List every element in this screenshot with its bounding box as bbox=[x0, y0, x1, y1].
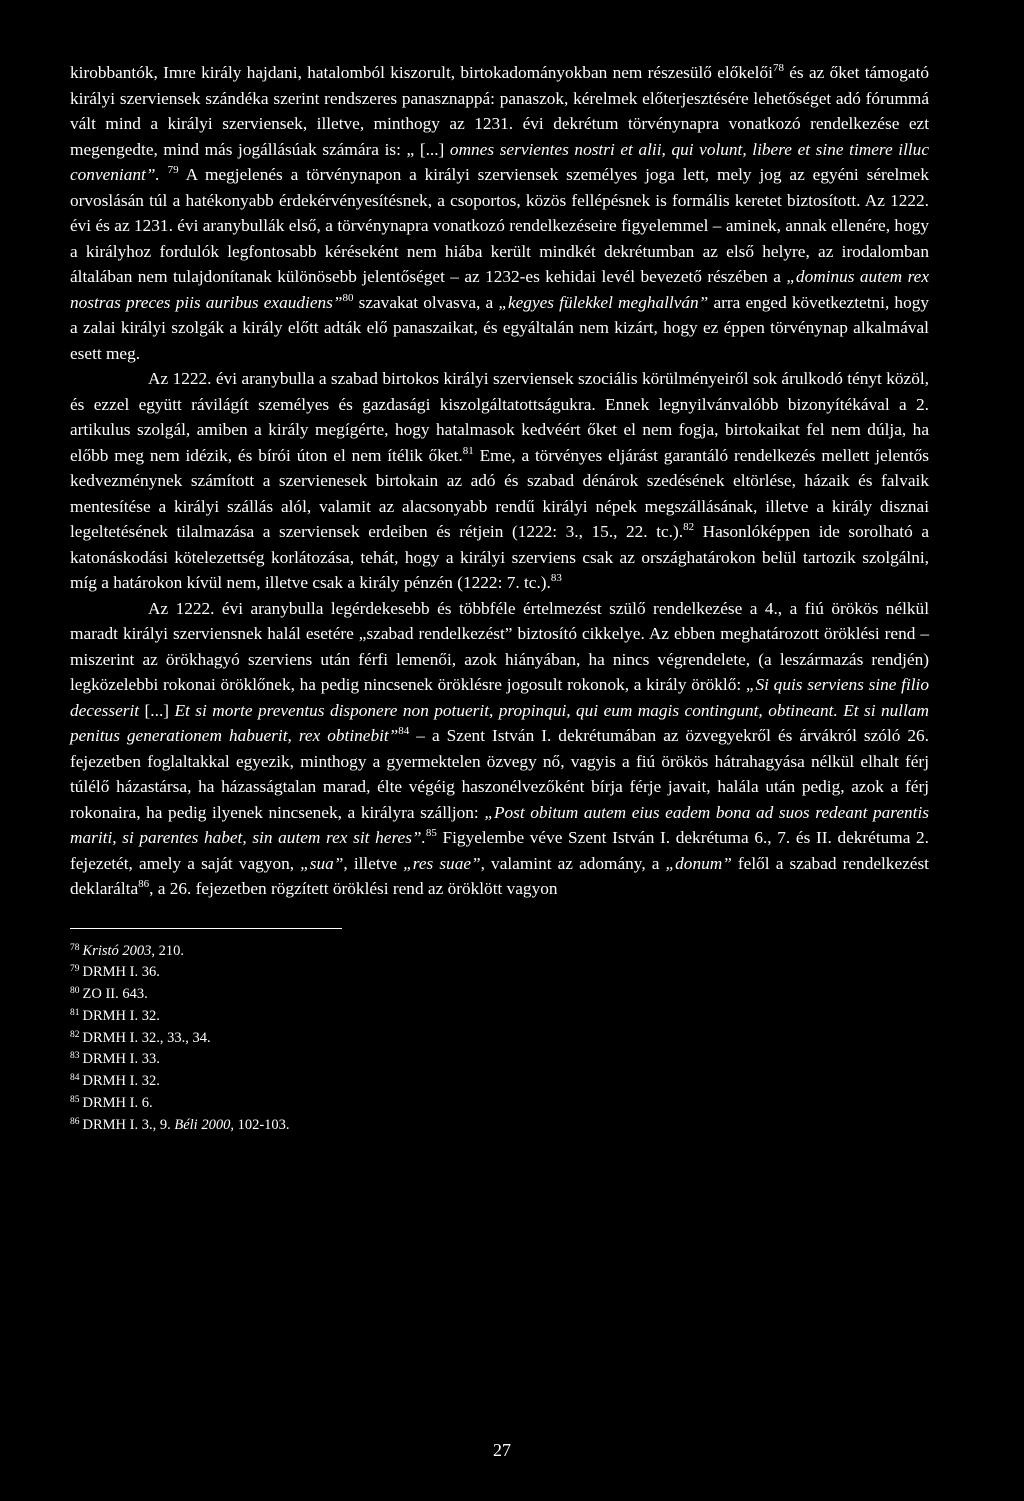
latin-term: „res suae” bbox=[403, 853, 481, 873]
footnote-82: $^{82}$ DRMH I. 32., 33., 34. bbox=[70, 1029, 211, 1046]
footnote-ref-82[interactable]: 82 bbox=[683, 521, 695, 533]
footnote-divider bbox=[70, 928, 342, 929]
body-text bbox=[70, 60, 929, 902]
page-number: 27 bbox=[493, 1440, 511, 1460]
paragraph-2: Az 1222. évi aranybulla a szabad birtokos királyi szerviensek szociális körülményeiről sok árulkodó tényt közöl, és ezzel együtt rávilágít személyes és gazdasági kiszolgáltatottságukra. Ennek legnyilvánvalóbb bizonyítékával a 2. artikulus szolgál, amiben a király megígérte, hogy hatalmasok kedvéért őket el nem fogja, birtokaikat fel nem dúlja, ha előbb meg nem idézik, és bírói úton el nem ítélik őket.$^{81}$ Eme, a törvényes eljárást garantáló rendelkezés mellett jelentős kedvezménynek számított a szervienesek birtokain az adó és szabad dénárok szedésének eltörlése, házaik és falvaik mentesítése a királyi szállás alól, valamit az alacsonyabb rendű királyi népek megszállásának, illetve a király disznai legeltetésének tilalmazása a szerviensek erdeiben és rétjein (1222: 3., 15., 22. tc.).$^{82}$ Hasonlóképpen ide sorolható a katonáskodási kötelezettség korlátozása, tehát, hogy a királyi szerviens csak az országhatárokon belül tartozik szolgálni, míg a határokon kívül nem, illetve csak a király pénzén (1222: 7. tc.).$^{83}$ bbox=[70, 369, 929, 592]
footnote-ref-80[interactable]: 80 bbox=[342, 291, 354, 304]
footnote-ref-83[interactable]: 83 bbox=[550, 572, 562, 584]
footnote-ref-86[interactable]: 86 bbox=[138, 878, 150, 890]
latin-quote: „dominus autem rex nostras preces piis auribus exaudiens” bbox=[70, 267, 929, 312]
footnote-85: $^{85}$ DRMH I. 6. bbox=[70, 1095, 153, 1112]
footnote-ref-78[interactable]: 78 bbox=[772, 62, 784, 74]
paragraph-1: kirobbantók, Imre király hajdani, hatalomból kiszorult, birtokadományokban nem részesülő előkelői$^{78}$ és az őket támogató királyi szerviensek szándéka szerint rendszeres panasznappá: panaszok, kérelmek előterjesztésére lehetőséget adó fórummá vált mind a királyi szerviensek, illetve, minthogy az 1231. évi dekrétum törvénynapra vonatkozó rendelkezése ezt megengedte, mind más jogállásúak számára is: „ [...] omnes servientes nostri et alii, qui volunt, libere et sine timere illuc conveniant”. $^{79}$ A megjelenés a törvénynapon a királyi szerviensek személyes joga lett, mely jog az egyéni sérelmek orvoslásán túl a hatékonyabb érdekérvényesítésnek, a csoportos, közös fellépésnek is formális keretet biztosított. Az 1222. évi és az 1231. évi aranybullák első, a törvénynapra vonatkozó rendelkezéseire figyelemmel – aminek, annak ellenére, hogy a királyhoz fordulók legfontosabb kéréseként nem hiába került mindkét dekrétumban az első helyre, az irodalomban általában nem tulajdonítanak különösebb jelentőséget – az 1232-es kehidai levél bevezető részében a „dominus autem rex nostras preces piis auribus exaudiens”$^{80}$ szavakat olvasva, a „kegyes fülekkel meghallván” arra enged következtetni, hogy a zalai királyi szolgák a király előtt adták elő panaszaikat, és egyáltalán nem kizárt, hogy ez éppen törvénynap alkalmával esett meg. bbox=[70, 62, 930, 363]
latin-quote: „Post obitum autem eius eadem bona ad suos redeant parentis mariti, si parentes habet, sin autem rex sit heres”. bbox=[70, 802, 930, 847]
footnote-81: $^{81}$ DRMH I. 32. bbox=[70, 1007, 160, 1024]
latin-quote: omnes servientes nostri et alii, qui volunt, libere et sine timere illuc conveniant”. bbox=[70, 139, 929, 184]
footnote-80: $^{80}$ ZO II. 643. bbox=[70, 986, 148, 1003]
footnotes bbox=[70, 941, 929, 1137]
hungarian-quote: „kegyes fülekkel meghallván” bbox=[498, 292, 709, 312]
footnote-83: $^{83}$ DRMH I. 33. bbox=[70, 1051, 160, 1068]
footnote-ref-85[interactable]: 85 bbox=[425, 827, 437, 839]
paragraph-3: Az 1222. évi aranybulla legérdekesebb és többféle értelmezést szülő rendelkezése a 4., a fiú örökös nélkül maradt királyi szerviensnek halál esetére „szabad rendelkezést” biztosító cikkelye. Az ebben meghatározott öröklési rend – miszerint az örökhagyó szerviens után férfi lemenői, azok hiányában, ha nincs végrendelete, (a leszármazás rendjén) legközelebbi rokonai öröklőnek, ha pedig nincsenek öröklésre jogosult rokonok, a király öröklő: „Si quis serviens sine filio decesserit [...] Et si morte preventus disponere non potuerit, propinqui, qui eum magis contingunt, obtineant. Et si nullam penitus generationem habuerit, rex obtinebit”$^{84}$ – a Szent István I. dekrétumában az özvegyekről és árvákról szóló 26. fejezetben foglaltakkal egyezik, minthogy a gyermektelen özvegy nő, vagyis a fiú örökös hátrahagyása nélkül elhalt férj túlélő házastársa, ha házasságtalan marad, élte végéig haszonélvezőként bírja férje javait, halála után pedig, azok a férj rokonaira, ha pedig ilyenek nincsenek, a királyra szálljon: „Post obitum autem eius eadem bona ad suos redeant parentis mariti, si parentes habet, sin autem rex sit heres”.$^{85}$ Figyelembe véve Szent István I. dekrétuma 6., 7. és II. dekrétuma 2. fejezetét, amely a saját vagyon, „sua”, illetve „res suae”, valamint az adomány, a „donum” felől a szabad rendelkezést deklarálta$^{86}$, a 26. fejezetben rögzített öröklési rend az öröklött vagyon bbox=[70, 598, 930, 898]
footnote-ref-84[interactable]: 84 bbox=[398, 725, 410, 737]
footnote-79: $^{79}$ DRMH I. 36. bbox=[70, 964, 160, 981]
footnote-ref-79[interactable]: 79 bbox=[167, 164, 179, 176]
latin-term: „donum” bbox=[665, 853, 732, 873]
latin-quote: Et si morte preventus disponere non potuerit, propinqui, qui eum magis contingunt, obtineant. Et si nullam penitus generationem habuerit, rex obtinebit” bbox=[70, 700, 929, 745]
footnote-ref-81[interactable]: 81 bbox=[462, 444, 474, 457]
footnote-78: $^{78}$ Kristó 2003, 210. bbox=[70, 942, 185, 959]
latin-term: „sua” bbox=[300, 853, 344, 873]
footnote-86: $^{86}$ DRMH I. 3., 9. Béli 2000, 102-103. bbox=[70, 1116, 290, 1133]
latin-quote: „Si quis serviens sine filio decesserit bbox=[70, 675, 929, 720]
footnote-84: $^{84}$ DRMH I. 32. bbox=[70, 1073, 160, 1090]
